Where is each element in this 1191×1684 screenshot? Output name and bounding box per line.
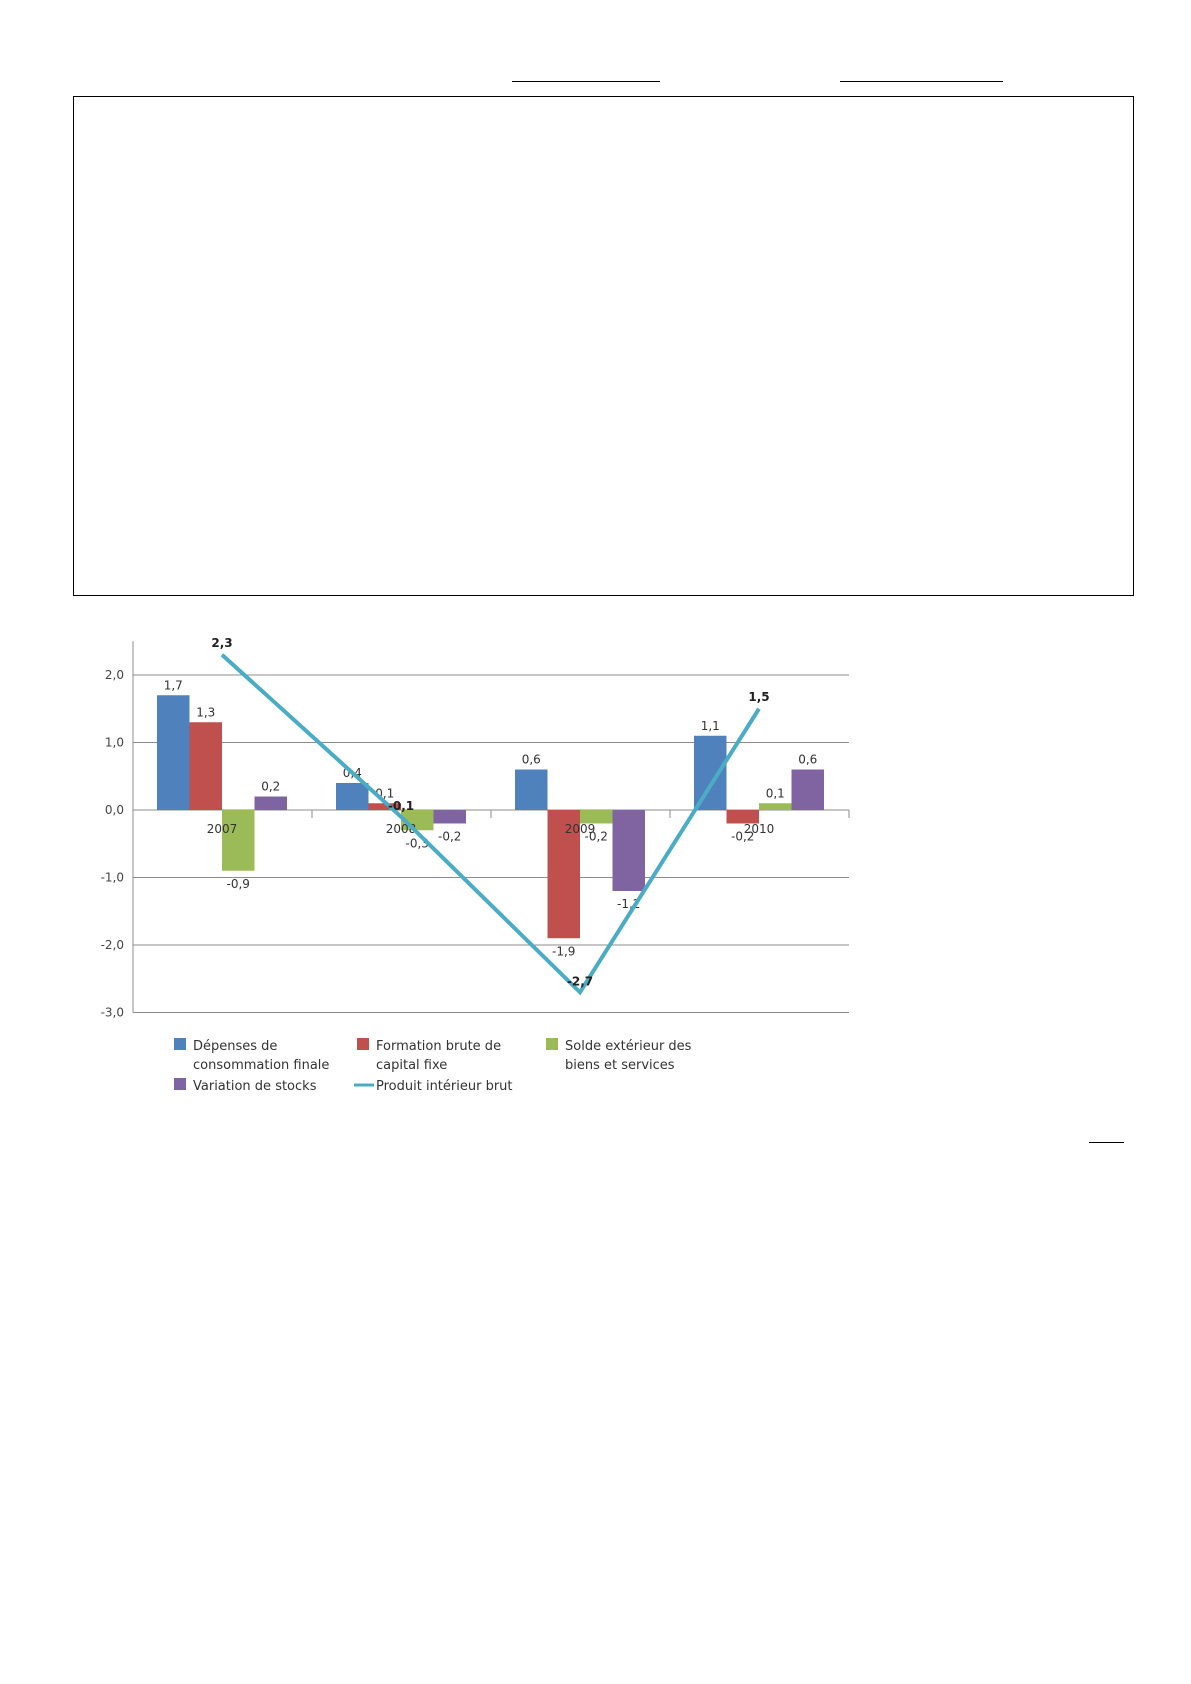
- bar-label-0-2009: 0,6: [521, 752, 541, 767]
- bar-2-2007: [222, 810, 255, 871]
- bar-3-2010: [792, 770, 825, 811]
- line-label-0-2010: 1,5: [748, 689, 770, 704]
- empty-answer-box: [73, 96, 1134, 596]
- bar-label-1-2008: 0,1: [375, 786, 395, 801]
- line-label-0-2008: -0,1: [387, 798, 415, 813]
- x-category-label-2007: 2007: [206, 822, 238, 836]
- bar-3-2008: [434, 810, 467, 824]
- bar-0-2007: [157, 695, 190, 810]
- legend-label-2-1: biens et services: [565, 1058, 675, 1073]
- bar-label-0-2008: 0,4: [342, 766, 362, 780]
- bar-0-2010: [694, 736, 727, 810]
- bar-label-3-2009: -1,2: [617, 897, 641, 911]
- y-tick-label-5: -3,0: [100, 1005, 124, 1020]
- bar-label-3-2010: 0,6: [798, 752, 818, 767]
- legend-label-1-1: capital fixe: [376, 1058, 448, 1073]
- bar-3-2009: [613, 810, 646, 891]
- legend-label-0-0: Dépenses de: [193, 1039, 278, 1054]
- bar-0-2009: [515, 770, 548, 811]
- legend-label-3-0: Variation de stocks: [193, 1079, 317, 1094]
- x-category-label-2010: 2010: [743, 822, 775, 836]
- bar-label-0-2010: 1,1: [700, 718, 720, 733]
- bar-label-3-2007: 0,2: [261, 779, 281, 794]
- bar-label-2-2010: 0,1: [765, 786, 785, 801]
- y-tick-label-4: -2,0: [100, 938, 124, 952]
- bar-label-2-2009: -0,2: [584, 829, 608, 844]
- bar-label-2-2008: -0,3: [405, 836, 429, 851]
- bar-label-1-2010: -0,2: [731, 829, 755, 844]
- bottom-right-underline: [1089, 1142, 1124, 1143]
- bar-label-3-2008: -0,2: [438, 829, 462, 844]
- y-tick-label-0: 2,0: [104, 668, 124, 682]
- y-tick-label-3: -1,0: [100, 870, 124, 885]
- bar-1-2007: [190, 722, 223, 810]
- top-underline-right: [840, 81, 1003, 82]
- legend-label-2-0: Solde extérieur des: [565, 1039, 692, 1054]
- x-category-label-2008: 2008: [385, 822, 417, 836]
- bar-label-1-2009: -1,9: [552, 944, 576, 959]
- legend-swatch-1: [357, 1038, 369, 1050]
- legend-swatch-0: [174, 1038, 186, 1050]
- y-tick-label-1: 1,0: [104, 735, 124, 750]
- legend-swatch-3: [174, 1078, 186, 1090]
- legend-swatch-2: [546, 1038, 558, 1050]
- line-label-0-2007: 2,3: [211, 635, 233, 650]
- line-label-0-2009: -2,7: [566, 974, 594, 989]
- x-category-label-2009: 2009: [564, 822, 596, 836]
- line-series-0: [222, 655, 759, 993]
- bar-2-2010: [759, 803, 792, 810]
- legend-label-0-1: consommation finale: [193, 1058, 330, 1073]
- gdp-contribution-chart: [90, 635, 870, 1105]
- legend-label-4-0: Produit intérieur brut: [376, 1079, 513, 1094]
- bar-label-0-2007: 1,7: [163, 678, 183, 693]
- top-underline-left: [512, 81, 660, 82]
- bar-0-2008: [336, 783, 369, 810]
- y-tick-label-2: 0,0: [104, 803, 124, 817]
- bar-3-2007: [255, 797, 288, 811]
- bar-label-2-2007: -0,9: [226, 876, 250, 891]
- legend-label-1-0: Formation brute de: [376, 1039, 502, 1054]
- bar-label-1-2007: 1,3: [196, 705, 216, 720]
